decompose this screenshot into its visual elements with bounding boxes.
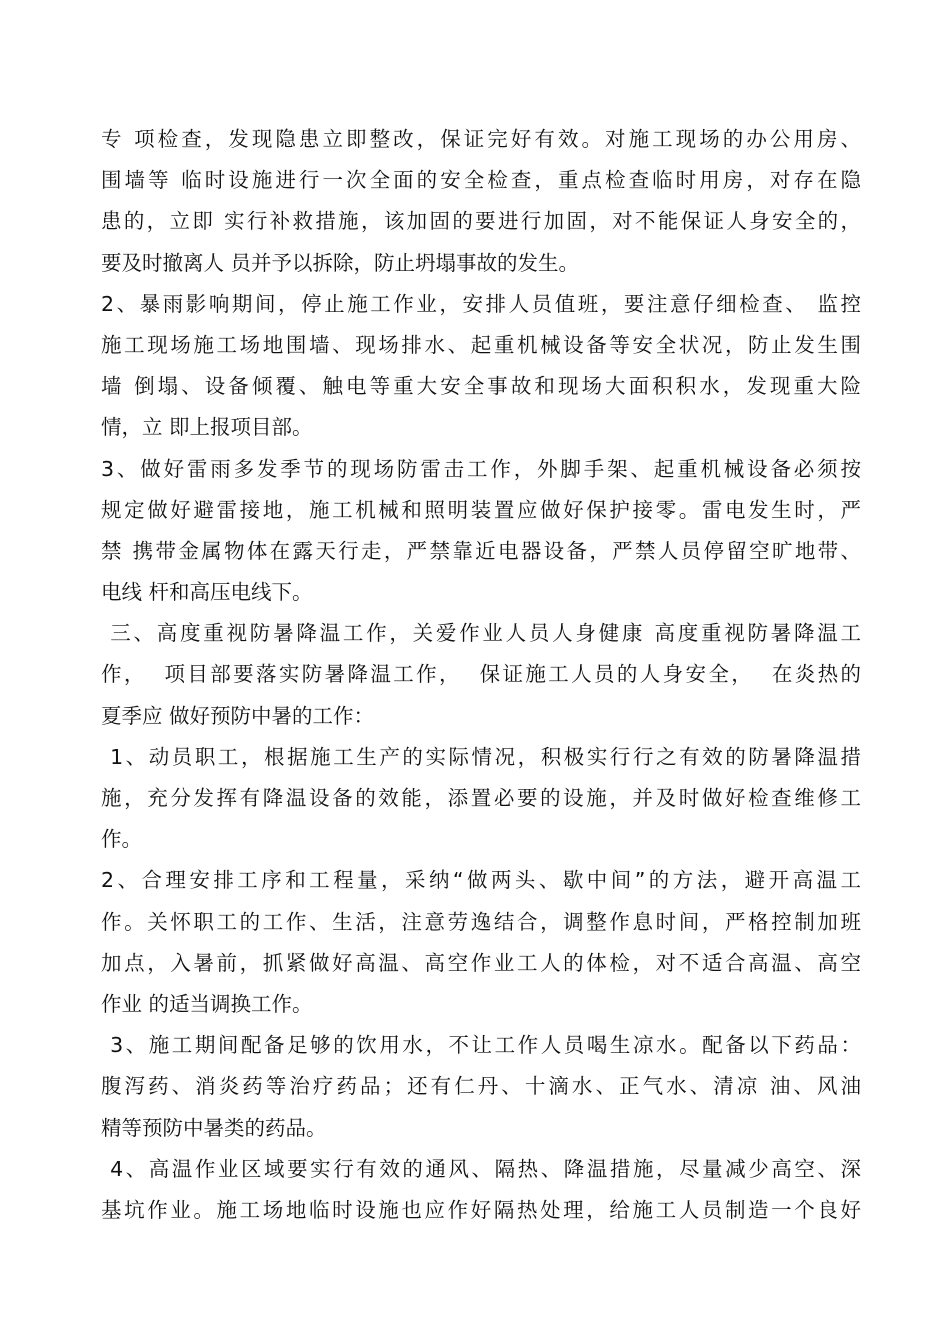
text-line: 3、做好雷雨多发季节的现场防雷击工作，外脚手架、起重机械设备必须按 (101, 456, 861, 481)
text-line: 作。 (101, 827, 142, 852)
text-line: 围墙等 临时设施进行一次全面的安全检查，重点检查临时用房，对存在隐 (101, 168, 861, 193)
text-line: 作业 的适当调换工作。 (101, 991, 313, 1016)
text-line: 情，立 即上报项目部。 (101, 415, 313, 440)
text-line: 墙 倒塌、设备倾覆、触电等重大安全事故和现场大面积积水，发现重大险 (101, 374, 861, 399)
text-line: 1、动员职工，根据施工生产的实际情况，积极实行行之有效的防暑降温措 (101, 744, 861, 769)
text-line: 施工现场施工场地围墙、现场排水、起重机械设备等安全状况，防止发生围 (101, 332, 861, 357)
document-body (101, 119, 861, 1231)
text-line: 加点，入暑前，抓紧做好高温、高空作业工人的体检，对不适合高温、高空 (101, 950, 861, 975)
text-line: 作， 项目部要落实防暑降温工作， 保证施工人员的人身安全， 在炎热的 (101, 662, 861, 687)
text-line: 施，充分发挥有降温设备的效能，添置必要的设施，并及时做好检查维修工 (101, 786, 861, 810)
text-line: 作。关怀职工的工作、生活，注意劳逸结合，调整作息时间，严格控制加班 (101, 909, 861, 934)
text-line: 基坑作业。施工场地临时设施也应作好隔热处理，给施工人员制造一个良好 (101, 1197, 861, 1222)
text-line: 腹泻药、消炎药等治疗药品；还有仁丹、十滴水、正气水、清凉 油、风油 (101, 1074, 861, 1099)
text-line: 三、高度重视防暑降温工作，关爱作业人员人身健康 高度重视防暑降温工 (101, 621, 861, 646)
text-line: 要及时撤离人 员并予以拆除，防止坍塌事故的发生。 (101, 250, 580, 275)
text-line: 专 项检查，发现隐患立即整改，保证完好有效。对施工现场的办公用房、 (101, 127, 861, 151)
text-line: 规定做好避雷接地，施工机械和照明装置应做好保护接零。雷电发生时，严 (101, 497, 861, 522)
text-line: 2、暴雨影响期间，停止施工作业，安排人员值班，要注意仔细检查、 监控 (101, 291, 861, 316)
text-line: 夏季应 做好预防中暑的工作： (101, 703, 375, 728)
text-line: 4、高温作业区域要实行有效的通风、隔热、降温措施，尽量减少高空、深 (101, 1156, 861, 1181)
text-line: 患的，立即 实行补救措施，该加固的要进行加固，对不能保证人身安全的， (101, 209, 861, 234)
text-line: 电线 杆和高压电线下。 (101, 580, 313, 605)
text-line: 精等预防中暑类的药品。 (101, 1115, 327, 1140)
text-line: 禁 携带金属物体在露天行走，严禁靠近电器设备，严禁人员停留空旷地带、 (101, 538, 861, 563)
text-line: 3、施工期间配备足够的饮用水，不让工作人员喝生凉水。配备以下药品： (101, 1033, 861, 1058)
text-line: 2、合理安排工序和工程量，采纳“做两头、歇中间”的方法，避开高温工 (101, 868, 861, 893)
